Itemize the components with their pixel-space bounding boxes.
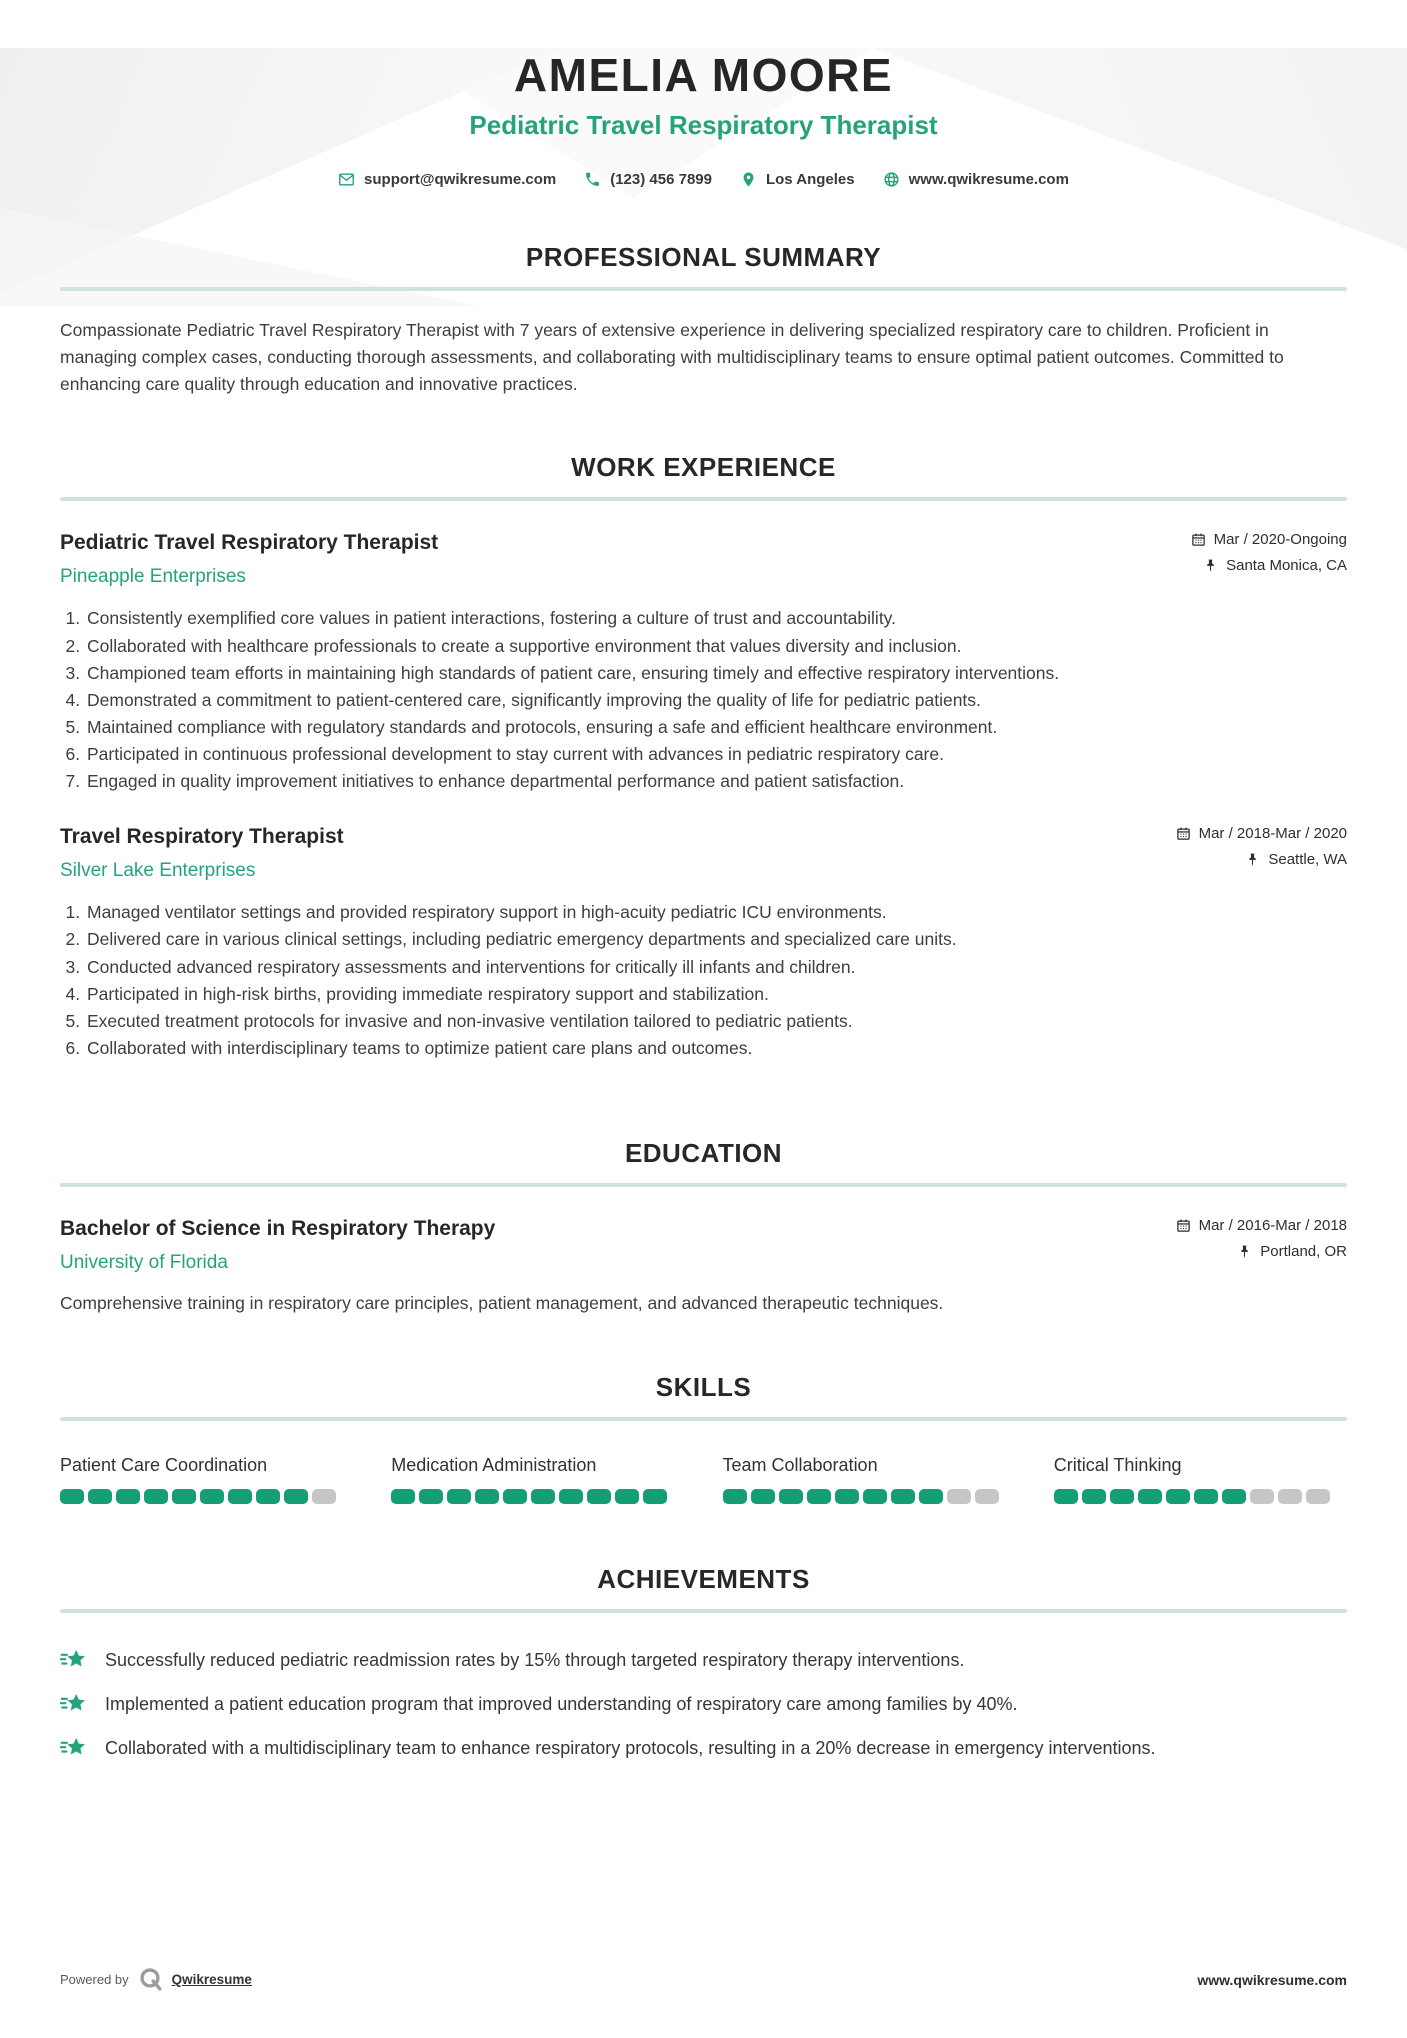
job-company: Silver Lake Enterprises: [60, 860, 256, 882]
achievement-item: [60, 1691, 1347, 1718]
skill-dot: [643, 1489, 667, 1504]
skill-dot: [531, 1489, 555, 1504]
skill-dot: [228, 1489, 252, 1504]
job-bullet-list: [60, 899, 1347, 1062]
skill-dot: [1138, 1489, 1162, 1504]
skill-dot: [807, 1489, 831, 1504]
job-location: Santa Monica, CA: [1226, 557, 1347, 575]
contact-phone[interactable]: [584, 171, 712, 188]
globe-icon: [883, 171, 900, 188]
skill-dot: [891, 1489, 915, 1504]
skill-dot: [200, 1489, 224, 1504]
job-title: Travel Respiratory Therapist: [60, 825, 344, 849]
skill-dot: [475, 1489, 499, 1504]
skill-dot: [284, 1489, 308, 1504]
achievement-text: Implemented a patient education program that improved understanding of respiratory care among families by 40%.: [105, 1694, 1018, 1715]
skill-dot: [1054, 1489, 1078, 1504]
achievement-text: Collaborated with a multidisciplinary team to enhance respiratory protocols, resulting in a 20% decrease in emergency interventions.: [105, 1738, 1156, 1759]
section-skills: [60, 1372, 1347, 1504]
section-divider: [60, 497, 1347, 501]
skill-dot: [1082, 1489, 1106, 1504]
education-location: Portland, OR: [1260, 1243, 1347, 1260]
education-heading: EDUCATION: [624, 1138, 783, 1168]
shooting-star-icon: [60, 1648, 88, 1673]
job-company: Pineapple Enterprises: [60, 566, 246, 588]
phone-icon: [584, 171, 601, 188]
pushpin-icon: [1245, 852, 1260, 867]
achievements-heading: ACHIEVEMENTS: [597, 1564, 810, 1595]
candidate-name: AMELIA MOORE: [513, 49, 894, 101]
pushpin-icon: [1237, 1244, 1252, 1259]
job-bullet: 2. Collaborated with healthcare professionals to create a supportive environment that values diversity and inclusion.: [85, 633, 1347, 660]
skill-dot: [172, 1489, 196, 1504]
email-icon: [338, 171, 355, 188]
section-professional-summary: [60, 242, 1347, 398]
skill-dot: [559, 1489, 583, 1504]
skill-dot: [947, 1489, 971, 1504]
contact-phone-text: (123) 456 7899: [610, 171, 712, 188]
job-bullet: 6. Participated in continuous professional development to stay current with advances in pediatric respiratory care.: [85, 741, 1347, 768]
skill-item: [1054, 1455, 1347, 1504]
skill-dot: [1194, 1489, 1218, 1504]
section-work-experience: [60, 452, 1347, 1062]
section-divider: [60, 1417, 1347, 1421]
skill-dot: [312, 1489, 336, 1504]
job-bullet: 3. Championed team efforts in maintaining high standards of patient care, ensuring timely and effective respiratory interventions.: [85, 660, 1347, 687]
achievements-list: [60, 1647, 1347, 1762]
powered-by-label: Powered by: [60, 1972, 129, 1987]
skill-dot: [723, 1489, 747, 1504]
qwikresume-brand-link[interactable]: Qwikresume: [171, 1972, 252, 1987]
job-bullet: 5. Executed treatment protocols for invasive and non-invasive ventilation tailored to pediatric patients.: [85, 1008, 1347, 1035]
job-bullet: 2. Delivered care in various clinical settings, including pediatric emergency departments and specialized care units.: [85, 926, 1347, 953]
education-dates: Mar / 2016-Mar / 2018: [1198, 1217, 1347, 1234]
skill-level-meter: [60, 1489, 353, 1504]
job-bullet: 3. Conducted advanced respiratory assessments and interventions for critically ill infants and children.: [85, 954, 1347, 981]
skill-label: Team Collaboration: [722, 1455, 878, 1476]
skill-dot: [1306, 1489, 1330, 1504]
skill-item: [60, 1455, 353, 1504]
skill-dot: [447, 1489, 471, 1504]
contact-location-text: Los Angeles: [765, 171, 855, 188]
skill-dot: [863, 1489, 887, 1504]
skill-dot: [1222, 1489, 1246, 1504]
job-bullet: 1. Managed ventilator settings and provided respiratory support in high-acuity pediatric ICU environments.: [85, 899, 1347, 926]
skill-dot: [144, 1489, 168, 1504]
section-education: [60, 1138, 1347, 1316]
skill-dot: [391, 1489, 415, 1504]
skills-grid: [60, 1455, 1347, 1504]
calendar-icon: [1176, 1218, 1191, 1233]
skill-dot: [1250, 1489, 1274, 1504]
achievement-item: [60, 1735, 1347, 1762]
summary-heading: PROFESSIONAL SUMMARY: [525, 242, 882, 272]
calendar-icon: [1176, 826, 1191, 841]
skill-dot: [1110, 1489, 1134, 1504]
work-heading: WORK EXPERIENCE: [571, 452, 836, 483]
shooting-star-icon: [60, 1736, 88, 1761]
pushpin-icon: [1203, 558, 1218, 573]
skills-heading: SKILLS: [655, 1372, 752, 1403]
skill-label: Patient Care Coordination: [60, 1455, 268, 1476]
job-bullet: 5. Maintained compliance with regulatory standards and protocols, ensuring a safe and efficient healthcare environment.: [85, 714, 1347, 741]
footer-website-link[interactable]: www.qwikresume.com: [1197, 1971, 1347, 1988]
section-achievements: [60, 1564, 1347, 1762]
summary-text: Compassionate Pediatric Travel Respiratory Therapist with 7 years of extensive experience in delivering specialized respiratory care to children. Proficient in managing complex cases, conducting thorough assessments, and collaborating with multidisciplinary teams to ensure optimal patient outcomes. Committed to enhancing care quality through education and innovative practices.: [60, 320, 1284, 395]
contact-email[interactable]: [338, 171, 556, 188]
location-pin-icon: [740, 171, 757, 188]
skill-dot: [419, 1489, 443, 1504]
skill-dot: [779, 1489, 803, 1504]
school-name: University of Florida: [60, 1252, 228, 1273]
section-divider: [60, 1183, 1347, 1187]
shooting-star-icon: [60, 1692, 88, 1717]
job-location: Seattle, WA: [1268, 851, 1347, 869]
job-entry-2: [60, 825, 1347, 1062]
skill-dot: [1166, 1489, 1190, 1504]
degree-title: Bachelor of Science in Respiratory Therapy: [60, 1217, 496, 1240]
skill-dot: [116, 1489, 140, 1504]
skill-item: [391, 1455, 684, 1504]
footer: [0, 1967, 1407, 1992]
skill-dot: [919, 1489, 943, 1504]
skill-dot: [88, 1489, 112, 1504]
contact-website-text: www.qwikresume.com: [908, 171, 1069, 188]
job-title: Pediatric Travel Respiratory Therapist: [60, 531, 439, 555]
skill-dot: [1278, 1489, 1302, 1504]
skill-dot: [60, 1489, 84, 1504]
skill-label: Medication Administration: [391, 1455, 597, 1476]
skill-label: Critical Thinking: [1053, 1455, 1182, 1476]
job-bullet: 6. Collaborated with interdisciplinary teams to optimize patient care plans and outcomes.: [85, 1035, 1347, 1062]
achievement-item: [60, 1647, 1347, 1674]
job-dates: Mar / 2020-Ongoing: [1213, 531, 1347, 549]
skill-dot: [835, 1489, 859, 1504]
skill-dot: [751, 1489, 775, 1504]
job-bullet: 4. Demonstrated a commitment to patient-centered care, significantly improving the quality of life for pediatric patients.: [85, 687, 1347, 714]
contact-location: [740, 171, 855, 188]
skill-level-meter: [1054, 1489, 1347, 1504]
contact-email-text: support@qwikresume.com: [364, 171, 557, 188]
education-description: Comprehensive training in respiratory care principles, patient management, and advanced therapeutic techniques.: [60, 1293, 944, 1313]
job-bullet: 4. Participated in high-risk births, providing immediate respiratory support and stabilization.: [85, 981, 1347, 1008]
section-divider: [60, 1609, 1347, 1613]
contact-website[interactable]: [883, 171, 1069, 188]
job-bullet-list: [60, 605, 1347, 795]
job-bullet: 1. Consistently exemplified core values in patient interactions, fostering a culture of trust and accountability.: [85, 605, 1347, 632]
qwikresume-logo-icon: [138, 1967, 163, 1992]
job-dates: Mar / 2018-Mar / 2020: [1198, 825, 1347, 843]
skill-dot: [975, 1489, 999, 1504]
skill-level-meter: [723, 1489, 1016, 1504]
achievement-text: Successfully reduced pediatric readmission rates by 15% through targeted respiratory therapy interventions.: [105, 1650, 965, 1671]
contact-row: [60, 171, 1347, 188]
skill-dot: [615, 1489, 639, 1504]
skill-dot: [256, 1489, 280, 1504]
candidate-title: Pediatric Travel Respiratory Therapist: [469, 110, 938, 140]
skill-dot: [587, 1489, 611, 1504]
skill-level-meter: [391, 1489, 684, 1504]
job-entry-1: [60, 531, 1347, 795]
section-divider: [60, 287, 1347, 291]
job-bullet: 7. Engaged in quality improvement initiatives to enhance departmental performance and patient satisfaction.: [85, 768, 1347, 795]
calendar-icon: [1191, 532, 1206, 547]
skill-item: [723, 1455, 1016, 1504]
skill-dot: [503, 1489, 527, 1504]
